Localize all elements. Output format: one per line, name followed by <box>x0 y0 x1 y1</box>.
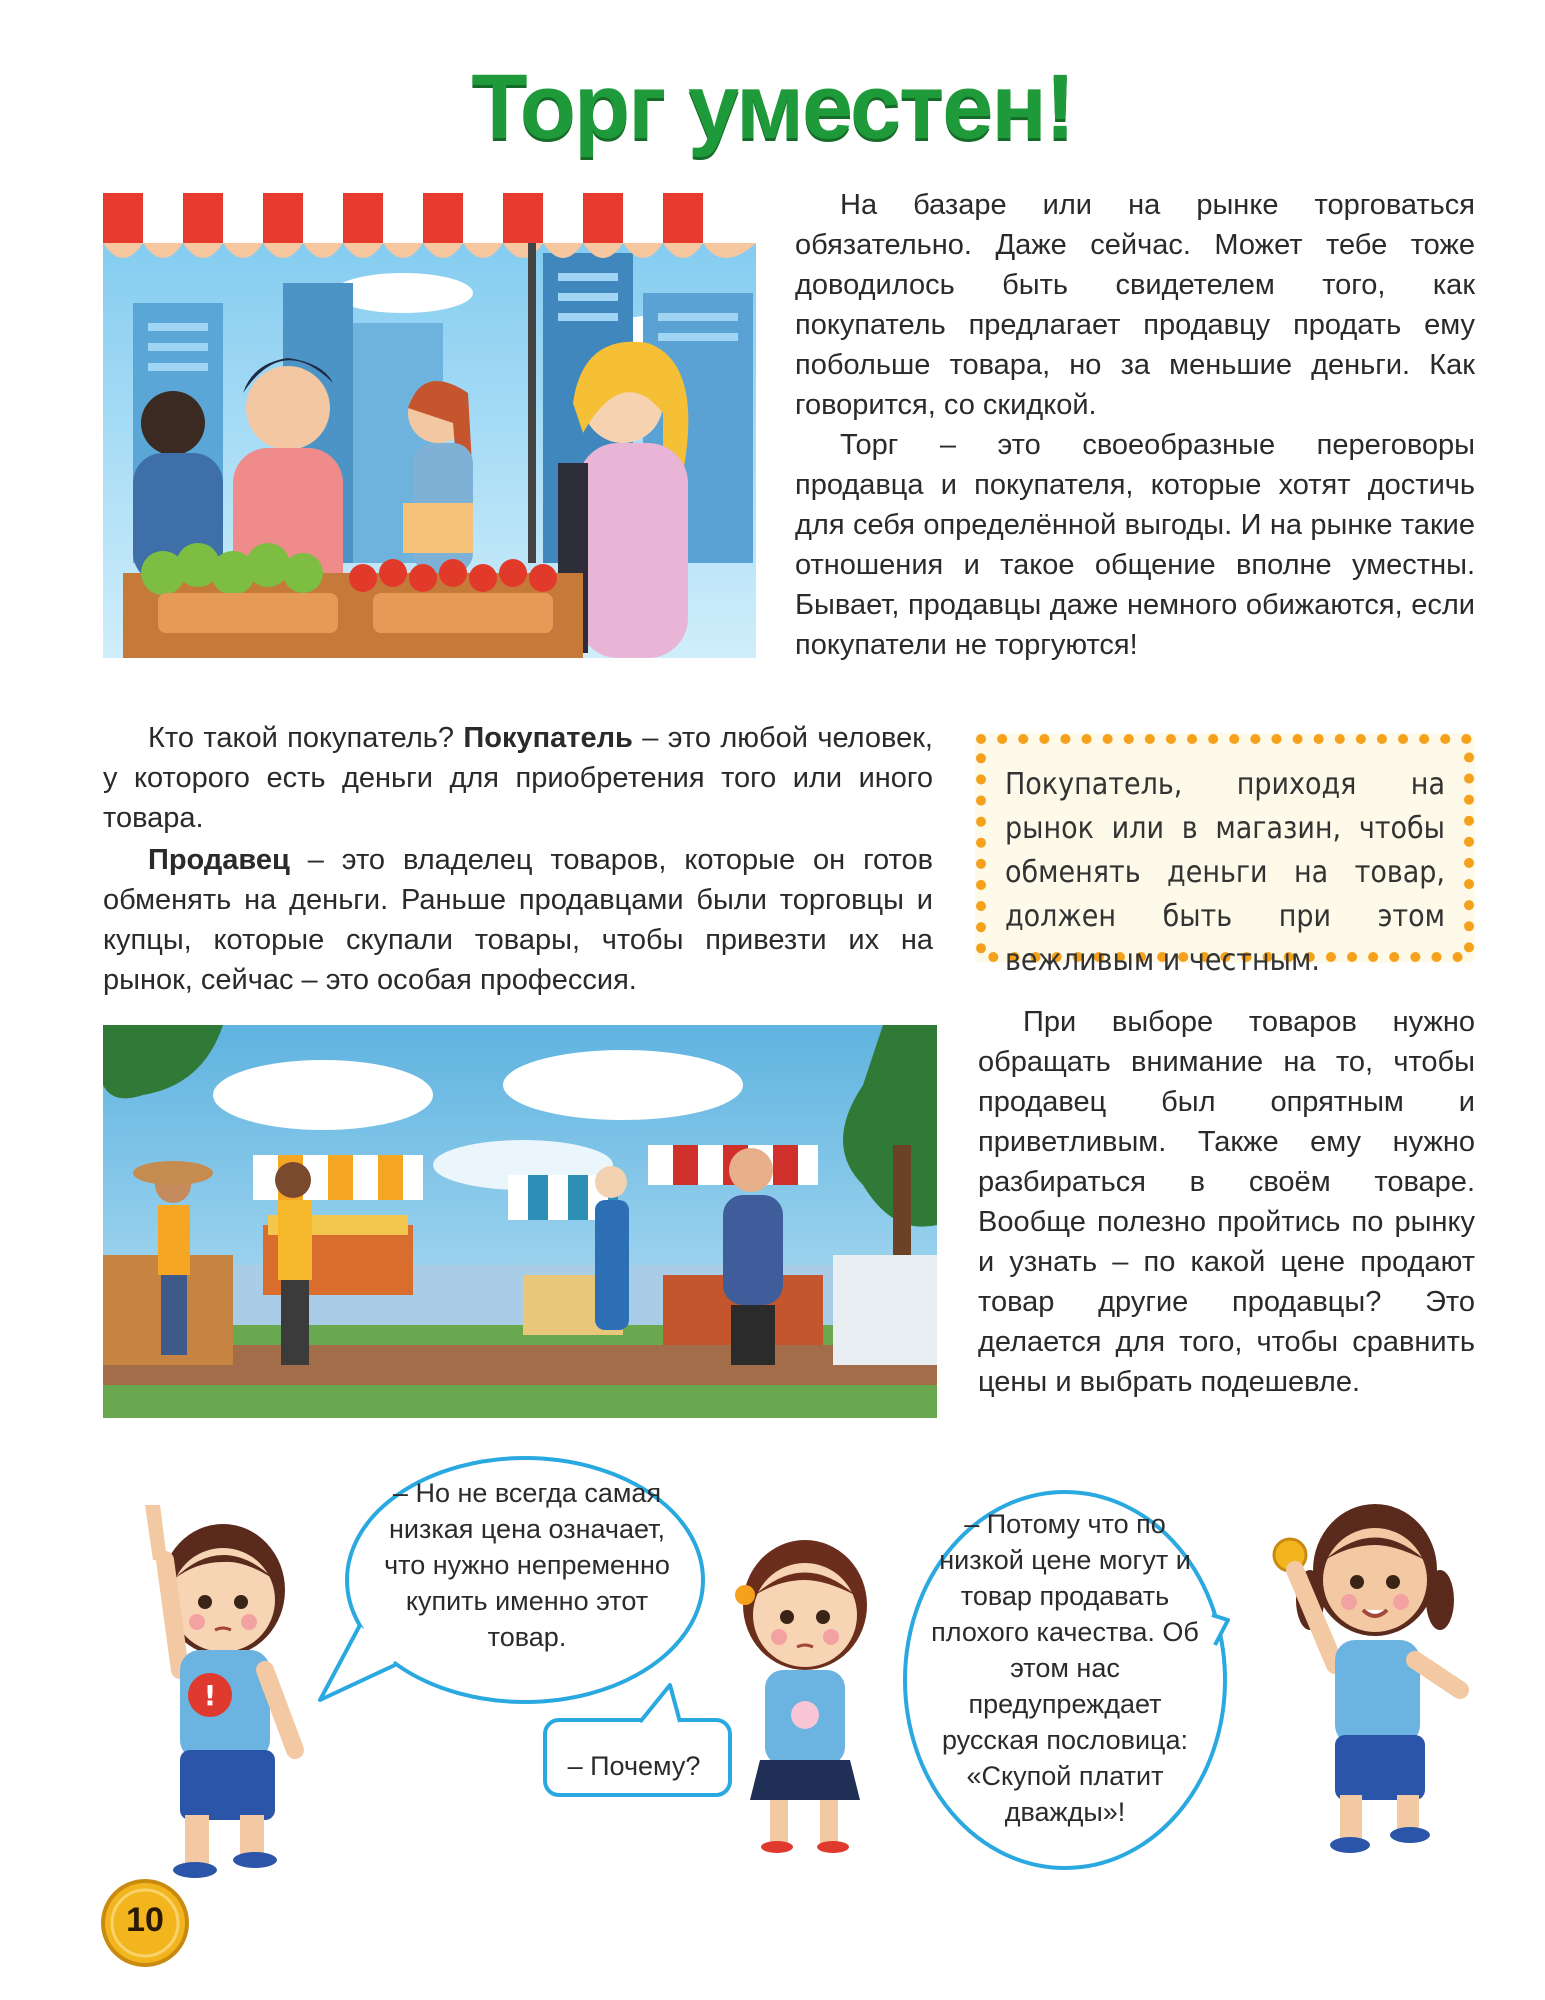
speech-text-right: – Потому что по низкой цене могут и товар продавать плохого качества. Об этом нас предупреждает русская пословица: «Скупой платит дважды»! <box>931 1509 1199 1827</box>
speech-text-why: – Почему? <box>567 1751 701 1781</box>
seller-definition: Продавец – это владелец товаров, которые он готов обменять на деньги. Раньше продавцами были торговцы и купцы, которые скупали товары, чтобы привезти их на рынок, сейчас – это особая профессия. <box>103 844 933 996</box>
note-text: Покупатель, приходя на рынок или в магазин, чтобы обменять деньги на товар, должен быть при этом вежливым и честным. <box>1005 767 1445 978</box>
seller-term: Продавец <box>148 844 290 876</box>
intro-paragraph: На базаре или на рынке торговаться обязательно. Даже сейчас. Может тебе тоже доводилось быть свидетелем того, как покупатель предлагает продавцу продать ему побольше товара, но за меньшие деньги. Как говорится, со скидкой. <box>795 189 1475 421</box>
intro-paragraph: Торг – это своеобразные переговоры продавца и покупателя, которые хотят достичь для себя определённой выгоды. И на рынке такие отношения и такое общение вполне уместны. Бывает, продавцы даже немного обижаются, если покупатели не торгуются! <box>795 429 1475 661</box>
market-stall-illustration <box>103 193 756 658</box>
buyer-term: Покупатель <box>463 722 633 754</box>
intro-text <box>795 185 1475 665</box>
speech-text-left: – Но не всегда самая низкая цена означает, что нужно непременно купить именно этот товар. <box>384 1478 670 1652</box>
girl-middle-illustration <box>715 1525 895 1855</box>
buyer-definition: Кто такой покупатель? Покупатель – это любой человек, у которого есть деньги для приобретения того или иного товара. <box>103 722 933 834</box>
outdoor-market-illustration <box>103 1025 937 1418</box>
definitions-text <box>103 718 933 1000</box>
svg-text:!: ! <box>203 1679 217 1712</box>
choice-text <box>978 1002 1475 1402</box>
page-number: 10 <box>126 1901 164 1939</box>
choice-paragraph: При выборе товаров нужно обращать внимание на то, чтобы продавец был опрятным и приветливым. Также ему нужно разбираться в своём товаре. Вообще полезно пройтись по рынку и узнать – по какой цене продают товар другие продавцы? Это делается для того, чтобы сравнить цены и выбрать подешевле. <box>978 1006 1475 1398</box>
girl-right-illustration <box>1265 1490 1485 1860</box>
girl-left-illustration <box>125 1500 325 1880</box>
page-title: Торг уместен! <box>471 56 1074 158</box>
